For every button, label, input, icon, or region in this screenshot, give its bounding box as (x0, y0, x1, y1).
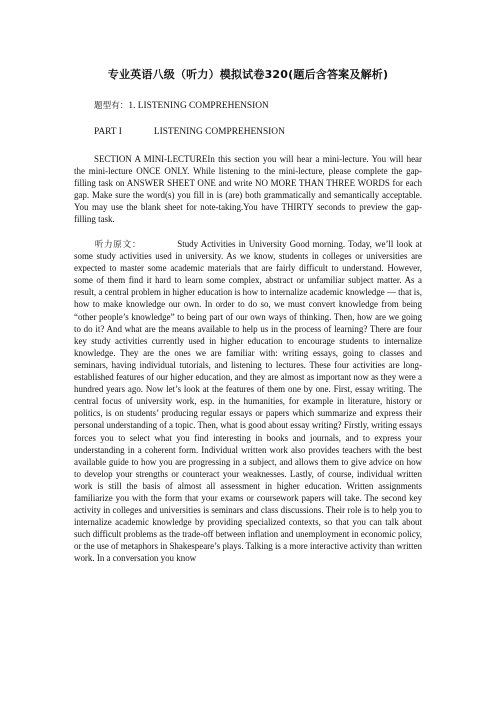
part-heading (94, 127, 285, 137)
section-a-text: SECTION A MINI-LECTUREIn this section you will hear a mini-lecture. You will hear the mini-lecture ONCE ONLY. While listening to the mini-lecture, please complete the gap-filling task on ANSWER SHEET ONE and write NO MORE THAN THREE WORDS for each gap. Make sure the word(s) you fill in is (are) both grammatically and semantically acceptable. You may use the blank sheet for note-taking.You have THIRTY seconds to preview the gap-filling task. (74, 154, 422, 225)
question-type-label: 题型有： (94, 101, 129, 111)
question-type-value: 1. LISTENING COMPREHENSION (128, 101, 269, 111)
part-name: LISTENING COMPREHENSION (153, 127, 285, 137)
document-title: 专业英语八级（听力）模拟试卷320(题后含答案及解析) (107, 68, 389, 81)
question-type-line (94, 99, 269, 111)
transcript-label: 听力原文： (94, 239, 142, 249)
part-number: PART I (94, 127, 122, 137)
transcript-paragraph (74, 238, 422, 565)
section-a-instructions (74, 153, 422, 226)
transcript-text: Study Activities in University Good morning. Today, we’ll look at some study activities used in university. As we know, students in colleges or universities are expected to master some academic materials that are fairly difficult to understand. However, some of them find it hard to learn some complex, abstract or unfamiliar subject matter. As a result, a central problem in higher education is how to internalize academic knowledge — that is, how to make knowledge our own. In order to do so, we must convert knowledge from being “other people’s knowledge” to being part of our own ways of thinking. Then, how are we going to do it? And what are the means available to help us in the process of learning? There are four key study activities currently used in higher education to encourage students to internalize knowledge. They are the ones we are familiar with: writing essays, going to classes and seminars, having individual tutorials, and listening to lectures. These four activities are long-established features of our higher education, and they are almost as important now as they were a hundred years ago. Now let’s look at the features of them one by one. First, essay writing. The central focus of university work, esp. in the humanities, for example in literature, history or politics, is on students’ producing regular essays or papers which summarize and express their personal understanding of a topic. Then, what is good about essay writing? Firstly, writing essays forces you to select what you find interesting in books and journals, and to express your understanding in a coherent form. Individual written work also provides teachers with the best available guide to how you are progressing in a subject, and allows them to give advice on how to develop your strengths or counteract your weaknesses. Lastly, of course, individual written work is still the basis of almost all assessment in higher education. Written assignments familiarize you with the form that your exams or coursework papers will take. The second key activity in colleges and universities is seminars and class discussions. Their role is to help you to internalize academic knowledge by providing specialized contexts, so that you can talk about such difficult problems as the trade-off between inflation and unemployment in economic policy, or the use of metaphors in Shakespeare’s plays. Talking is a more interactive activity than written work. In a conversation you know (74, 239, 423, 564)
